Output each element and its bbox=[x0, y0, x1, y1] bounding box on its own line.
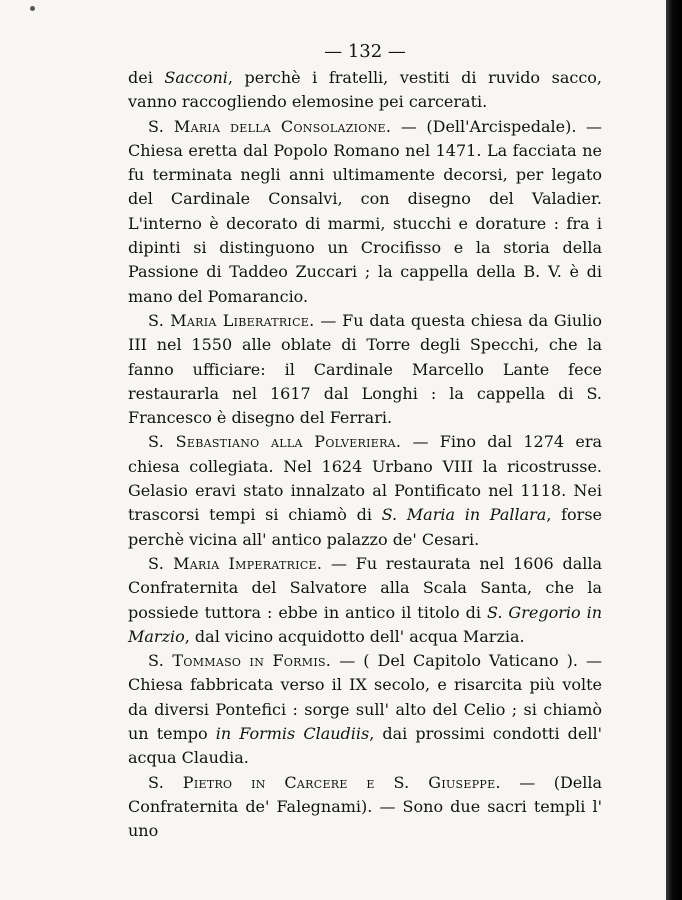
entry-heading: S. Maria Liberatrice. bbox=[148, 310, 315, 330]
entry-heading: S. Tommaso in Formis. bbox=[148, 651, 332, 671]
book-page bbox=[128, 40, 602, 844]
paragraph bbox=[128, 430, 602, 551]
paragraph bbox=[128, 309, 602, 430]
paragraph bbox=[128, 66, 602, 115]
entry-heading: S. Sebastiano alla Polveriera. bbox=[148, 432, 402, 452]
body-text: , dai prossimi condotti dell' acqua Claudia. bbox=[128, 724, 602, 768]
entry-heading: S. Pietro in Carcere e S. Giuseppe. bbox=[148, 772, 501, 792]
italic-text: in Formis Claudiis bbox=[215, 724, 370, 744]
body-text: — Fino dal 1274 era chiesa collegiata. Nel 1624 Urbano VIII la ricostrusse. Gelasio eravi stato innalzato al Pontificato nel 1118. Nei trascorsi tempi si chiamò di bbox=[128, 432, 603, 525]
scan-speck bbox=[30, 6, 35, 11]
body-text: — Fu data questa chiesa da Giulio III nel 1550 alle oblate di Torre degli Specchi, che la fanno ufficiare: il Cardinale Marcello Lante fece restaurarla nel 1617 dal Longhi : la cappella di S. Francesco è disegno del Ferrari. bbox=[128, 310, 603, 428]
page-text bbox=[128, 66, 602, 844]
body-text: , forse perchè vicina all' antico palazzo de' Cesari. bbox=[128, 505, 603, 549]
body-text: , perchè i fratelli, vestiti di ruvido sacco, vanno raccogliendo elemosine pei carcerati. bbox=[128, 68, 603, 112]
page-number: — 132 — bbox=[324, 41, 406, 62]
body-text: — (Dell'Arcispedale). — Chiesa eretta dal Popolo Romano nel 1471. La facciata ne fu terminata negli anni ultimamente decorsi, per legato del Cardinale Consalvi, con disegno del Valadier. L'interno è decorato di marmi, stucchi e dorature : fra i dipinti si distinguono un Crocifisso e la storia della Passione di Taddeo Zuccari ; la cappella della B. V. è di mano del Pomarancio. bbox=[128, 116, 603, 306]
paragraph bbox=[128, 771, 602, 844]
paragraph bbox=[128, 649, 602, 770]
body-text: , dal vicino acquidotto dell' acqua Marzia. bbox=[184, 626, 525, 646]
body-text: — (Della Confraternita de' Falegnami). — Sono due sacri templi l' uno bbox=[128, 772, 603, 841]
entry-heading: S. Maria della Consolazione. bbox=[148, 116, 392, 136]
paragraph bbox=[128, 552, 602, 649]
italic-text: S. Maria in Pallara bbox=[381, 505, 547, 525]
italic-text: S. Gregorio in Marzio bbox=[128, 602, 602, 646]
paragraph bbox=[128, 115, 602, 309]
italic-text: Sacconi bbox=[164, 68, 228, 87]
body-text: — ( Del Capitolo Vaticano ). — Chiesa fabbricata verso il IX secolo, e risarcita più volte da diversi Pontefici : sorge sull' alto del Celio ; si chiamò un tempo bbox=[128, 651, 602, 744]
page-edge-shadow bbox=[666, 0, 682, 900]
entry-heading: S. Maria Imperatrice. bbox=[148, 553, 323, 573]
body-text: — Fu restaurata nel 1606 dalla Confraternita del Salvatore alla Scala Santa, che la possiede tuttora : ebbe in antico il titolo di bbox=[128, 553, 603, 622]
body-text: dei bbox=[128, 68, 165, 87]
